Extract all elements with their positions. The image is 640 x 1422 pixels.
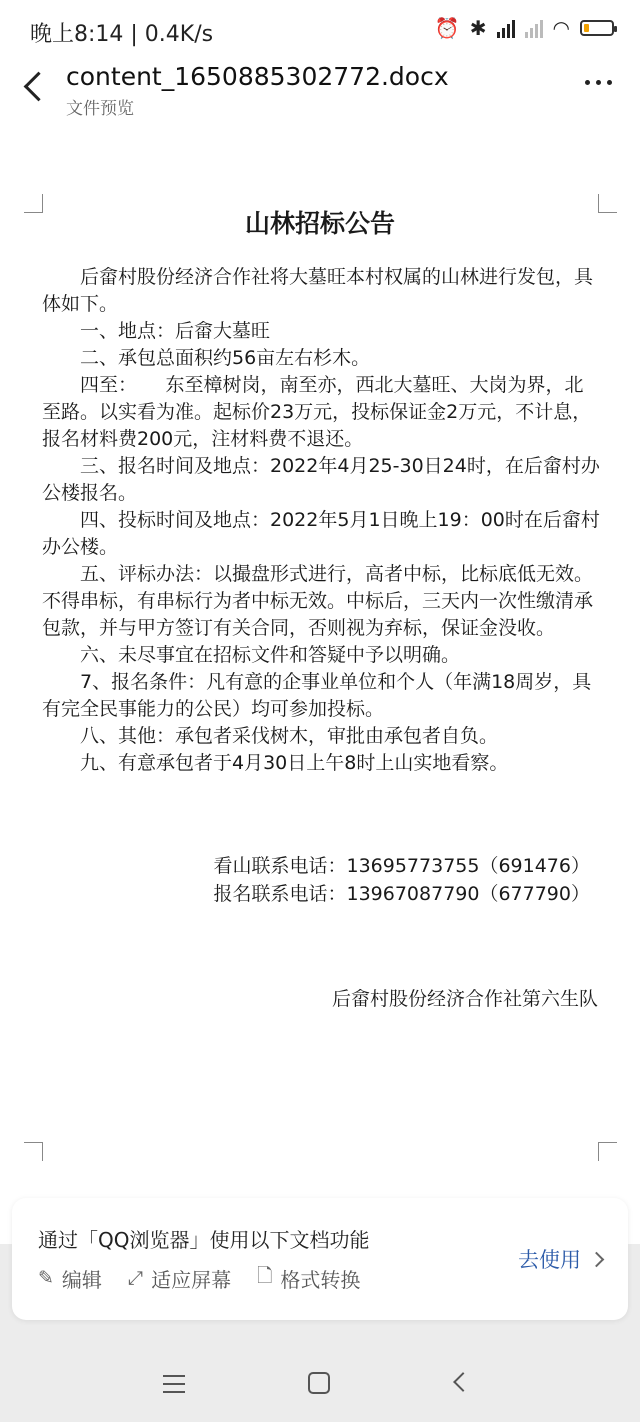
paragraph: 九、有意承包者于4月30日上午8时上山实地看察。 — [80, 752, 509, 774]
contact-line: 看山联系电话：13695773755（691476） — [213, 855, 590, 877]
document-signature: 后畲村股份经济合作社第六生队 — [331, 988, 598, 1010]
more-dot-icon — [596, 80, 601, 85]
edit-icon: ✎ — [38, 1267, 54, 1289]
status-icons — [435, 18, 614, 38]
paragraph: 八、其他：承包者采伐树木，审批由承包者自负。 — [80, 725, 499, 747]
page-corner-mark — [598, 1142, 617, 1161]
contact-block — [42, 852, 590, 908]
document-page[interactable] — [0, 124, 640, 1244]
document-body — [42, 264, 602, 777]
paragraph: 六、未尽事宜在招标文件和答疑中予以明确。 — [80, 644, 461, 666]
menu-icon — [163, 1391, 185, 1393]
paragraph: 四至： 东至樟树岗，南至亦，西北大墓旺、大岗为界，北至路。以实看为准。起标价23万元，投标保证金2万元，不计息，报名材料费200元，注材料费不退还。 — [42, 374, 592, 450]
back-arrow-icon — [24, 72, 54, 102]
paragraph: 一、地点：后畲大墓旺 — [80, 320, 271, 342]
signal-icon — [525, 18, 543, 38]
paragraph: 三、报名时间及地点：2022年4月25-30日24时，在后畲村办公楼报名。 — [42, 455, 600, 504]
alarm-icon: ⏰ — [434, 16, 460, 40]
go-use-label: 去使用 — [518, 1248, 581, 1272]
more-dot-icon — [607, 80, 612, 85]
menu-button[interactable] — [155, 1366, 195, 1402]
more-dot-icon — [585, 80, 590, 85]
chevron-right-icon — [589, 1251, 605, 1267]
battery-icon — [580, 20, 614, 36]
edit-label: 编辑 — [61, 1267, 102, 1292]
go-use-button[interactable] — [518, 1244, 602, 1274]
paragraph: 四、投标时间及地点：2022年5月1日晚上19：00时在后畲村办公楼。 — [42, 509, 600, 558]
format-convert-button[interactable] — [257, 1262, 360, 1294]
paragraph: 后畲村股份经济合作社将大墓旺本村权属的山林进行发包，具体如下。 — [42, 266, 594, 315]
paragraph: 7、报名条件：凡有意的企事业单位和个人（年满18周岁，具有完全民事能力的公民）均可参加投标。 — [42, 671, 592, 720]
fit-screen-button[interactable] — [128, 1262, 231, 1294]
back-icon — [453, 1372, 473, 1392]
edit-button[interactable] — [38, 1262, 102, 1294]
format-convert-label: 格式转换 — [280, 1267, 361, 1292]
home-button[interactable] — [298, 1366, 338, 1402]
document-icon: 🗋 — [257, 1265, 273, 1287]
promo-actions — [38, 1262, 360, 1294]
wifi-icon: ◠ — [552, 16, 570, 40]
fit-screen-label: 适应屏幕 — [151, 1267, 232, 1292]
bluetooth-icon: ✱ — [469, 16, 487, 40]
file-preview-label: 文件预览 — [66, 99, 134, 119]
hd-signal-icon — [497, 18, 515, 38]
browser-promo-card — [12, 1198, 628, 1320]
home-icon — [308, 1372, 330, 1394]
menu-icon — [163, 1383, 185, 1385]
more-options-button[interactable] — [581, 72, 616, 93]
paragraph: 五、评标办法：以撮盘形式进行，高者中标，比标底低无效。不得串标，有串标行为者中标无效。中标后，三天内一次性缴清承包款，并与甲方签订有关合同，否则视为弃标，保证金没收。 — [42, 563, 594, 639]
system-back-button[interactable] — [442, 1366, 482, 1402]
document-title: 山林招标公告 — [244, 209, 395, 238]
title-bar — [0, 62, 640, 124]
status-time: 晚上8:14 | 0.4K/s — [30, 22, 214, 47]
navigation-bar — [0, 1344, 640, 1422]
page-corner-mark — [24, 1142, 43, 1161]
paragraph: 二、承包总面积约56亩左右杉木。 — [80, 347, 371, 369]
file-name: content_1650885302772.docx — [66, 62, 449, 91]
contact-line: 报名联系电话：13967087790（677790） — [213, 883, 590, 905]
promo-text: 通过「QQ浏览器」使用以下文档功能 — [38, 1228, 370, 1252]
fit-screen-icon: ⤢ — [127, 1267, 144, 1289]
back-button[interactable] — [20, 70, 48, 100]
battery-level — [584, 24, 589, 32]
menu-icon — [163, 1375, 185, 1377]
status-bar — [0, 0, 640, 62]
